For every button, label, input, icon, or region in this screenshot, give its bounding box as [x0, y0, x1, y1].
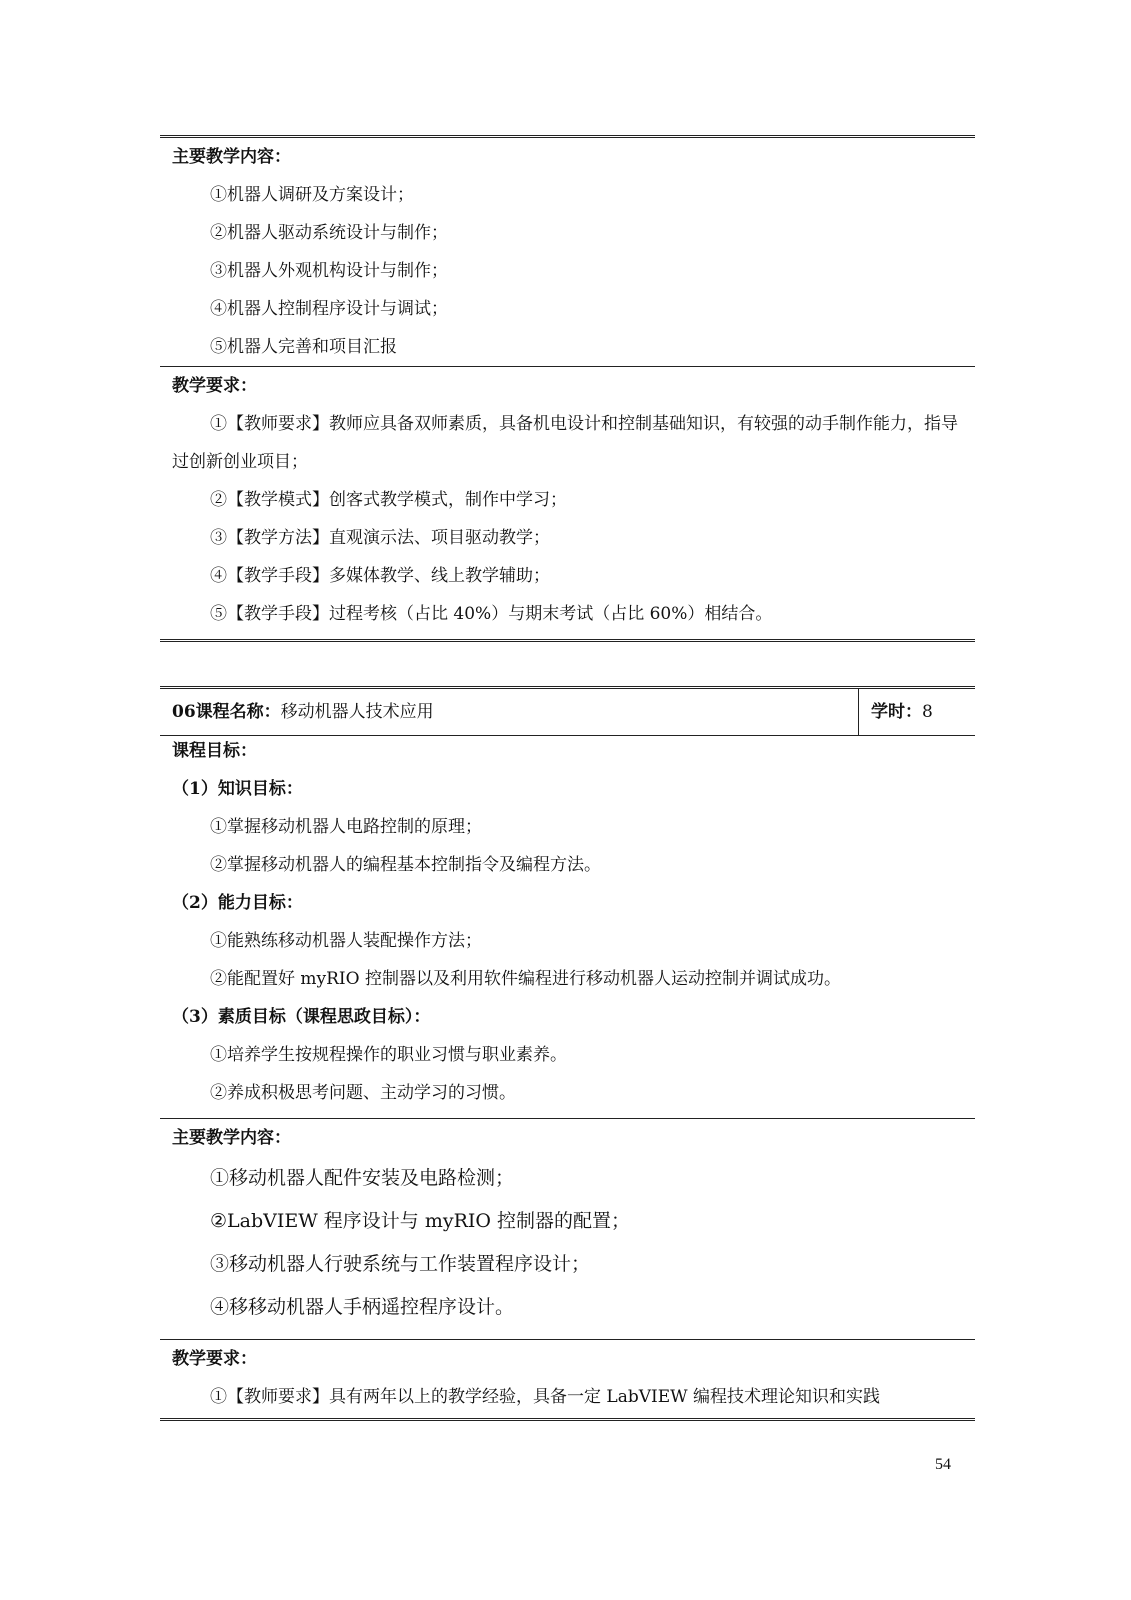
requirements-label: 教学要求：	[172, 376, 257, 396]
requirement-item: ②【教学模式】创客式教学模式，制作中学习；	[210, 490, 567, 510]
content-item: ④移移动机器人手柄遥控程序设计。	[210, 1296, 515, 1318]
knowledge-item: ②掌握移动机器人的编程基本控制指令及编程方法。	[210, 855, 601, 875]
course-name: 移动机器人技术应用	[280, 702, 434, 722]
course-number: 06	[172, 702, 196, 722]
course-name-cell	[160, 689, 859, 735]
quality-label: （3）素质目标（课程思政目标）：	[172, 1007, 431, 1027]
content-item: ④机器人控制程序设计与调试；	[210, 299, 448, 319]
requirement-item: ①【教师要求】教师应具备双师素质，具备机电设计和控制基础知识，有较强的动手制作能力，指导过创新创业项目；	[172, 414, 958, 472]
ability-label: （2）能力目标：	[172, 893, 303, 913]
content-label: 主要教学内容：	[172, 1128, 291, 1148]
requirement-item: ①【教师要求】具有两年以上的教学经验，具备一定 LabVIEW 编程技术理论知识和实践	[210, 1387, 880, 1407]
hours-value: 8	[922, 702, 933, 722]
requirements-label: 教学要求：	[172, 1349, 257, 1369]
page-number: 54	[935, 1456, 951, 1473]
requirement-item: ⑤【教学手段】过程考核（占比 40%）与期末考试（占比 60%）相结合。	[210, 604, 773, 624]
quality-item: ①培养学生按规程操作的职业习惯与职业素养。	[210, 1045, 567, 1065]
spacer	[160, 642, 975, 686]
content-item: ①机器人调研及方案设计；	[210, 185, 414, 205]
hours-label: 学时：	[871, 702, 922, 722]
ability-item: ①能熟练移动机器人装配操作方法；	[210, 931, 482, 951]
content-label: 主要教学内容：	[172, 147, 291, 167]
knowledge-label: （1）知识目标：	[172, 779, 303, 799]
content-item: ③移动机器人行驶系统与工作装置程序设计；	[210, 1253, 591, 1275]
content-item: ⑤机器人完善和项目汇报	[210, 337, 397, 357]
document-page	[160, 135, 975, 1421]
content-item: ②LabVIEW 程序设计与 myRIO 控制器的配置；	[210, 1210, 631, 1232]
goals-label: 课程目标：	[172, 741, 257, 761]
requirement-item: ④【教学手段】多媒体教学、线上教学辅助；	[210, 566, 550, 586]
quality-item: ②养成积极思考问题、主动学习的习惯。	[210, 1083, 516, 1103]
course-header-row	[160, 689, 975, 736]
content-item: ①移动机器人配件安装及电路检测；	[210, 1167, 515, 1189]
knowledge-item: ①掌握移动机器人电路控制的原理；	[210, 817, 482, 837]
requirement-item: ③【教学方法】直观演示法、项目驱动教学；	[210, 528, 550, 548]
content-item: ③机器人外观机构设计与制作；	[210, 261, 448, 281]
bottom-rule	[160, 1418, 975, 1421]
course-name-label: 课程名称：	[195, 702, 281, 722]
course-hours-cell	[859, 689, 975, 735]
ability-item: ②能配置好 myRIO 控制器以及利用软件编程进行移动机器人运动控制并调试成功。	[210, 969, 841, 989]
content-item: ②机器人驱动系统设计与制作；	[210, 223, 448, 243]
